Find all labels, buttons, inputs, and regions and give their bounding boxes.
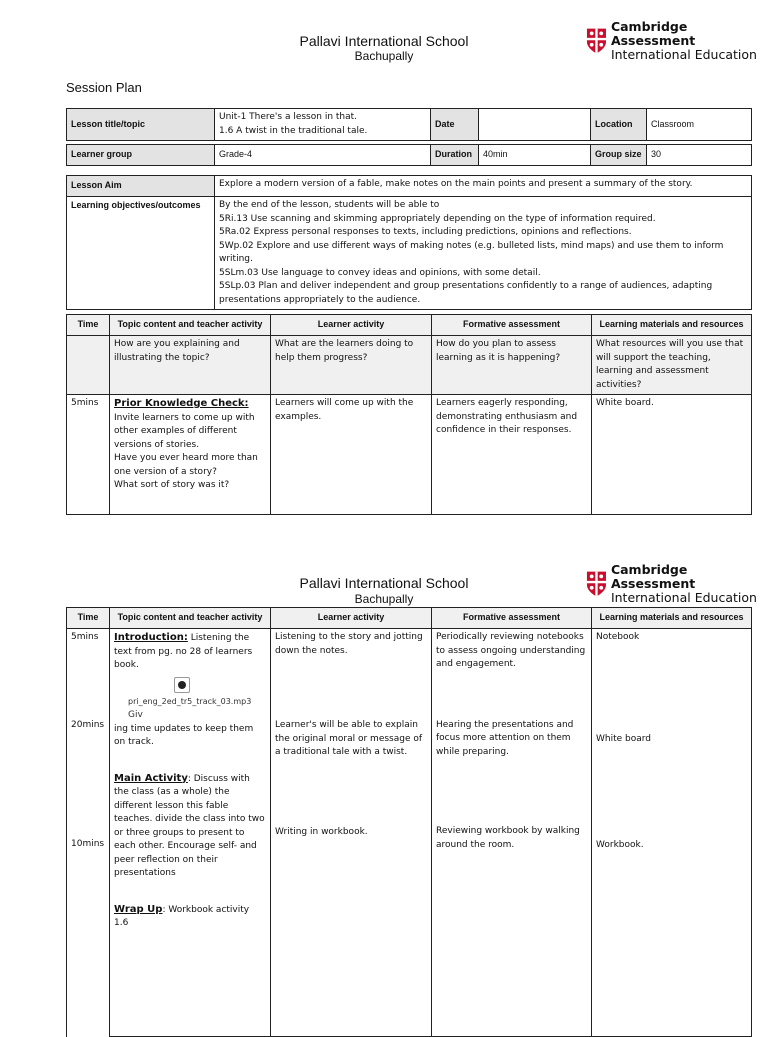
objective-item: 5Ra.02 Express personal responses to texts, including predictions, opinions and reflections. [219, 227, 632, 237]
row-assessment: Periodically reviewing notebooks to assess ongoing understanding and engagement. Hearing the presentations and focus more attention on them while preparing. Reviewing workbook by walking around the room. [432, 629, 592, 1037]
learner-group-label: Learner group [67, 145, 215, 166]
aims-table [66, 175, 752, 310]
row-resources: Notebook White board Workbook. [592, 629, 752, 1037]
hint-resources: What resources will you use that will support the teaching, learning and assessment activities? [592, 336, 752, 395]
school-name: Pallavi International School [299, 33, 469, 49]
logo-line-2: International Education [610, 590, 757, 605]
hint-assessment: How do you plan to assess learning as it is happening? [432, 336, 592, 395]
col-resources: Learning materials and resources [592, 315, 752, 336]
location-value: Classroom [647, 109, 752, 141]
row-assessment: Learners eagerly responding, demonstrating enthusiasm and confidence in their responses. [432, 395, 592, 515]
col-resources: Learning materials and resources [592, 608, 752, 629]
objective-item: By the end of the lesson, students will be able to [219, 200, 440, 210]
school-location: Bachupally [354, 49, 414, 63]
objective-item: 5SLp.03 Plan and deliver independent and group presentations confidently to a range of audiences, adapting presentations appropriately to the audience. [219, 281, 713, 305]
col-assessment: Formative assessment [432, 315, 592, 336]
table-row [67, 395, 752, 515]
lesson-title-label: Lesson title/topic [67, 109, 215, 141]
cambridge-logo [586, 20, 768, 62]
col-assessment: Formative assessment [432, 608, 592, 629]
objectives-label: Learning objectives/outcomes [67, 197, 215, 310]
cambridge-logo-2 [586, 563, 768, 605]
hint-time [67, 336, 110, 395]
objective-item: 5Wp.02 Explore and use different ways of making notes (e.g. bulleted lists, mind maps) and use them to inform writing. [219, 240, 724, 264]
duration-label: Duration [431, 145, 479, 166]
col-time: Time [67, 315, 110, 336]
activity-table-2 [66, 607, 752, 1037]
row-time: 5mins [67, 395, 110, 515]
row-teacher: Prior Knowledge Check: Invite learners to come up with other examples of different versions of stories. Have you ever heard more than one version of a story? What sort of story was it? [110, 395, 271, 515]
objectives-list [215, 197, 752, 310]
duration-value: 40min [479, 145, 591, 166]
col-learner: Learner activity [271, 315, 432, 336]
date-value [479, 109, 591, 141]
learner-group-table [66, 144, 752, 166]
date-label: Date [431, 109, 479, 141]
session-title: Session Plan [66, 80, 142, 95]
row-time: 5mins 20mins 10mins [67, 629, 110, 1037]
group-size-value: 30 [647, 145, 752, 166]
location-label: Location [591, 109, 647, 141]
row-learner: Listening to the story and jotting down the notes. Learner's will be able to explain the original moral or message of a traditional tale with a twist. Writing in workbook. [271, 629, 432, 1037]
logo-line-1: Cambridge Assessment [610, 19, 696, 48]
school-location-2: Bachupally [354, 592, 414, 606]
hint-learner: What are the learners doing to help them progress? [271, 336, 432, 395]
row-resources: White board. [592, 395, 752, 515]
school-name-2: Pallavi International School [299, 575, 469, 591]
group-size-label: Group size [591, 145, 647, 166]
col-learner: Learner activity [271, 608, 432, 629]
lesson-aim-label: Lesson Aim [67, 176, 215, 197]
table-row [67, 336, 752, 395]
logo-line-1: Cambridge Assessment [610, 562, 696, 591]
objective-item: 5Ri.13 Use scanning and skimming appropriately depending on the type of information required. [219, 213, 656, 224]
shield-icon [586, 27, 607, 55]
activity-table-1 [66, 314, 752, 515]
col-teacher: Topic content and teacher activity [110, 315, 271, 336]
row-learner: Learners will come up with the examples. [271, 395, 432, 515]
col-teacher: Topic content and teacher activity [110, 608, 271, 629]
lesson-aim-value: Explore a modern version of a fable, make notes on the main points and present a summary of the story. [215, 176, 752, 197]
hint-teacher: How are you explaining and illustrating the topic? [110, 336, 271, 395]
audio-file-name[interactable]: pri_eng_2ed_tr5_track_03.mp3 Giv [128, 696, 252, 720]
table-row [67, 629, 752, 1037]
shield-icon [586, 570, 607, 598]
logo-line-2: International Education [610, 47, 757, 62]
learner-group-value: Grade-4 [215, 145, 431, 166]
objective-item: 5SLm.03 Use language to convey ideas and opinions, with some detail. [219, 267, 541, 278]
row-teacher: Introduction: Listening the text from pg. no 28 of learners book. pri_eng_2ed_tr5_track_03.mp3 Giv ing time updates to keep them on track. Main Activity: Discuss with the class (as a whole) the different lesson this fable teaches. divide the class into two or three groups to present to each other. Encourage self- and peer reflection on their presentations Wrap Up: Workbook activity 1.6 [110, 629, 271, 1037]
audio-file-icon[interactable] [174, 677, 190, 693]
lesson-info-table [66, 108, 752, 141]
col-time: Time [67, 608, 110, 629]
lesson-title-value: Unit-1 There's a lesson in that. 1.6 A twist in the traditional tale. [215, 109, 431, 141]
